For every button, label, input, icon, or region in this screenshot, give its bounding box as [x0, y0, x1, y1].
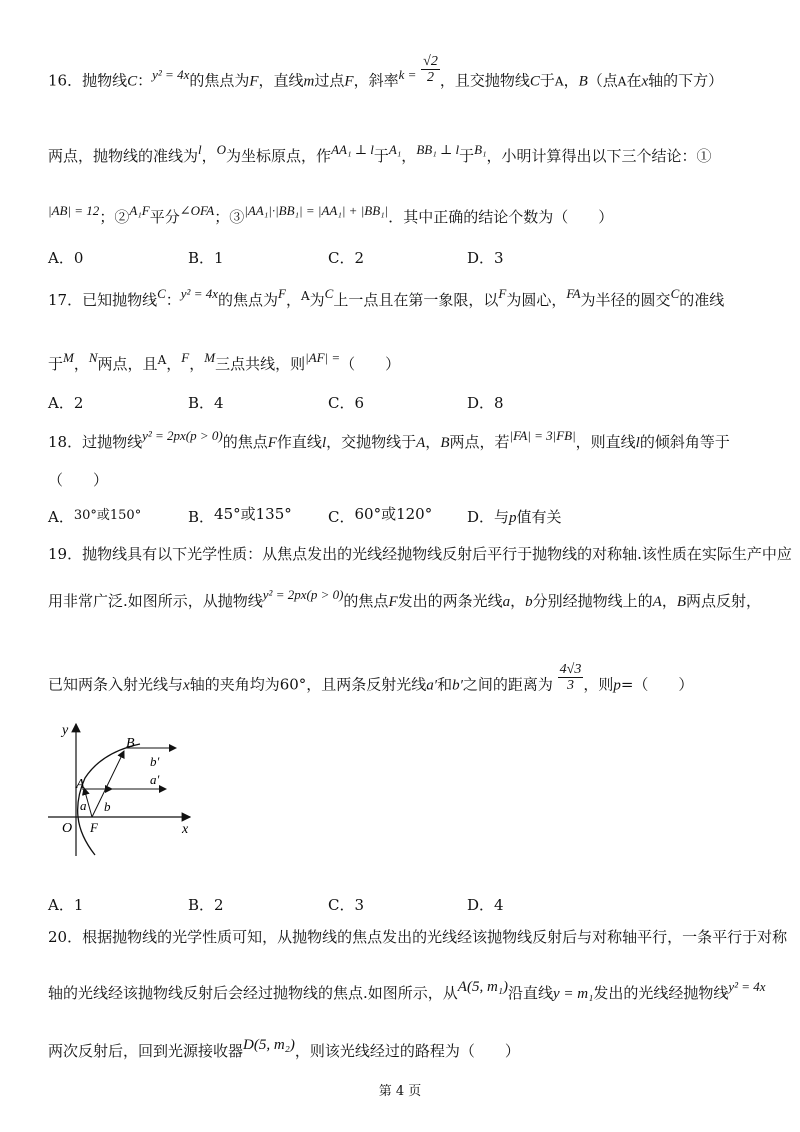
distance-fraction: $\frac{4√3}{3}$	[559, 662, 582, 693]
q17-option-a[interactable]: A．2	[48, 394, 84, 412]
fig-label-y: y	[62, 723, 69, 738]
q19-line1: 19．抛物线具有以下光学性质：从焦点发出的光线经抛物线反射后平行于抛物线的对称轴.该性质在实际生产中应	[48, 545, 792, 563]
q17-line1: 17．已知抛物线C：y² = 4x的焦点为F，$^A$为C上一点且在第一象限，以F为圆心，FA为半径的圆交C的准线	[48, 286, 725, 309]
q18-option-d[interactable]: D．与p值有关	[467, 508, 562, 526]
q19-option-b[interactable]: B．2	[188, 896, 224, 914]
q16-line1: 16．抛物线C：y² = 4x的焦点为F，直线m过点F，斜率k = $\frac{√2}{2}$ ，且交抛物线C于A，B（点A在x轴的下方）	[48, 54, 724, 90]
fig-label-a-point: A	[76, 777, 85, 792]
q18-option-c[interactable]: C．60°或120°	[328, 505, 433, 526]
fig-label-b-reflected: b′	[150, 754, 160, 769]
q18-line2: （ ）	[48, 471, 109, 489]
q17-option-b[interactable]: B．4	[188, 394, 224, 412]
q18-option-a[interactable]: A．30°或150°	[48, 508, 142, 526]
fig-label-a-ray: a	[80, 798, 87, 813]
slope-fraction: $\frac{√2}{2}$	[423, 54, 438, 85]
q20-line1: 20．根据抛物线的光学性质可知，从抛物线的焦点发出的光线经该抛物线反射后与对称轴平行，一条平行于对称	[48, 928, 788, 946]
q16-option-b[interactable]: B．1	[188, 249, 224, 267]
fig-label-b-point: B	[126, 736, 135, 751]
q20-line3: 两次反射后，回到光源接收器D(5, m₂)，则该光线经过的路程为（ ）	[48, 1037, 520, 1060]
q19-option-a[interactable]: A．1	[48, 896, 84, 914]
page-footer: 第 4 页	[378, 1084, 422, 1099]
q18-line1: 18．过抛物线y² = 2px(p > 0)的焦点F作直线l，交抛物线于A，B两点，若|FA| = 3|FB|，则直线l的倾斜角等于	[48, 428, 730, 451]
q19-line3: 已知两条入射光线与x轴的夹角均为60°，且两条反射光线a′和b′之间的距离为 $\frac{4√3}{3}$ ，则p=（ ）	[48, 662, 694, 694]
q19-option-d[interactable]: D．4	[467, 896, 504, 914]
q17-option-d[interactable]: D．8	[467, 394, 504, 412]
fig-label-f: F	[90, 820, 98, 835]
q18-option-b[interactable]: B．45°或135°	[188, 505, 292, 526]
q19-line2: 用非常广泛.如图所示，从抛物线y² = 2px(p > 0)的焦点F发出的两条光线a，b分别经抛物线上的A，B两点反射，	[48, 587, 762, 610]
fig-label-a-reflected: a′	[150, 772, 160, 787]
q19-option-c[interactable]: C．3	[328, 896, 365, 914]
fig-label-x: x	[182, 822, 189, 837]
parabola-reflection-figure	[40, 718, 200, 858]
q16-option-a[interactable]: A．0	[48, 249, 84, 267]
q16-option-d[interactable]: D．3	[467, 249, 504, 267]
q16-line3: |AB| = 12；②A₁F平分∠OFA；③|AA₁|·|BB₁| = |AA₁| + |BB₁|．其中正确的结论个数为（ ）	[48, 203, 614, 226]
q17-line2: 于M，N两点，且$^A$，F，M三点共线，则|AF| =（ ）	[48, 350, 401, 373]
fig-label-o: O	[62, 821, 73, 836]
q20-line2: 轴的光线经该抛物线反射后会经过抛物线的焦点.如图所示，从A(5, m₁)沿直线y = m₁发出的光线经抛物线y² = 4x	[48, 979, 766, 1002]
q16-line2: 两点，抛物线的准线为l，O为坐标原点，作AA₁ ⊥ l于A₁，BB₁ ⊥ l于B₁，小明计算得出以下三个结论：①	[48, 142, 712, 165]
q16-option-c[interactable]: C．2	[328, 249, 365, 267]
fig-label-b-ray: b	[104, 799, 111, 814]
q17-option-c[interactable]: C．6	[328, 394, 365, 412]
